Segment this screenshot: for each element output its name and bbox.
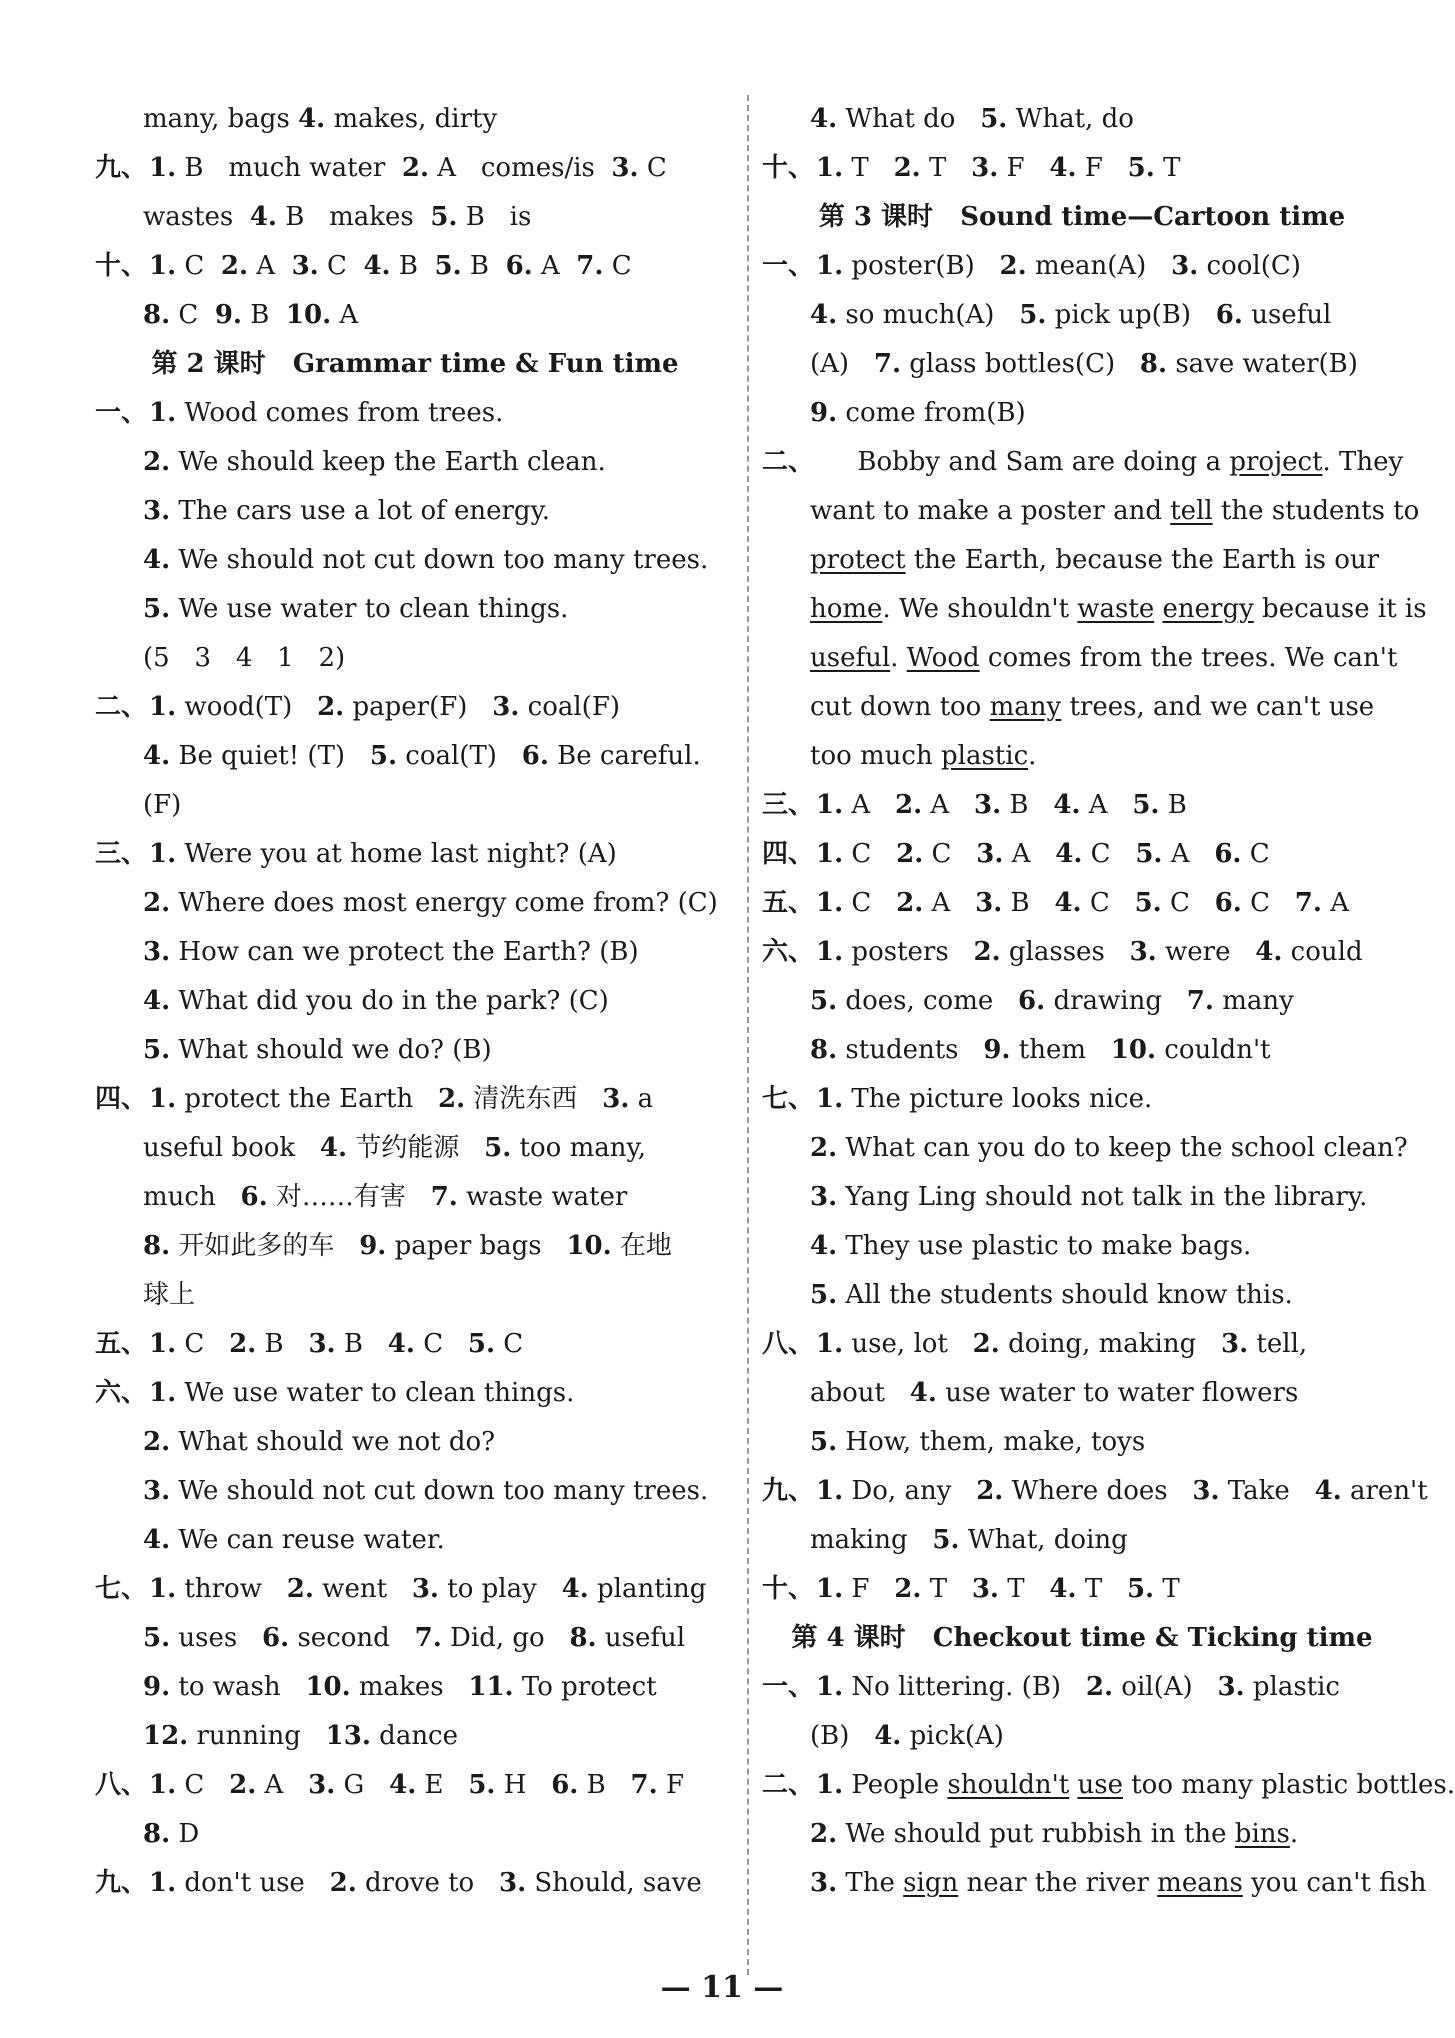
answer-line: 四、1. C 2. C 3. A 4. C 5. A 6. C [762, 839, 1270, 869]
right-column [762, 95, 1455, 1908]
answer-line: (A) 7. glass bottles(C) 8. save water(B) [810, 349, 1358, 379]
answer-line: 七、1. throw 2. went 3. to play 4. planting [95, 1574, 707, 1604]
answer-line: 五、1. C 2. B 3. B 4. C 5. C [95, 1329, 524, 1359]
answer-line: 3. We should not cut down too many trees. [143, 1476, 709, 1506]
answer-line: 4. What do 5. What, do [810, 104, 1134, 134]
answer-line: 5. How, them, make, toys [810, 1427, 1146, 1457]
section-heading: 第 2 课时 Grammar time & Fun time [151, 349, 679, 379]
answer-line: useful book 4. 节约能源 5. too many, [143, 1133, 646, 1163]
answer-line: many, bags 4. makes, dirty [143, 104, 498, 134]
column-divider [747, 95, 749, 1975]
page-number: — 11 — [660, 1970, 784, 2005]
answer-line: 5. What should we do? (B) [143, 1035, 492, 1065]
answer-line: 球上 [143, 1280, 196, 1310]
answer-line: 4. They use plastic to make bags. [810, 1231, 1252, 1261]
answer-line: much 6. 对……有害 7. waste water [143, 1182, 628, 1212]
answer-line: about 4. use water to water flowers [810, 1378, 1299, 1408]
answer-line: 12. running 13. dance [143, 1721, 459, 1751]
answer-line: too much plastic. [810, 741, 1037, 771]
answer-line: 2. We should keep the Earth clean. [143, 447, 606, 477]
answer-line: 8. 开如此多的车 9. paper bags 10. 在地 [143, 1231, 672, 1261]
section-heading: 第 3 课时 Sound time—Cartoon time [818, 202, 1346, 232]
answer-line: 2. Where does most energy come from? (C) [143, 888, 718, 918]
answer-line: protect the Earth, because the Earth is our [810, 545, 1380, 575]
answer-line: 一、1. Wood comes from trees. [95, 398, 504, 428]
answer-line: 五、1. C 2. A 3. B 4. C 5. C 6. C 7. A [762, 888, 1349, 918]
answer-line: 九、1. don't use 2. drove to 3. Should, save [95, 1868, 702, 1898]
answer-line: 2. What can you do to keep the school clean? [810, 1133, 1408, 1163]
answer-line: home. We shouldn't waste energy because it is [810, 594, 1427, 624]
answer-line: 2. What should we not do? [143, 1427, 496, 1457]
answer-line: 3. How can we protect the Earth? (B) [143, 937, 639, 967]
answer-line: 二、1. People shouldn't use too many plastic bottles. [762, 1770, 1455, 1800]
answer-line: 4. We should not cut down too many trees. [143, 545, 709, 575]
answer-line: 九、1. Do, any 2. Where does 3. Take 4. aren't [762, 1476, 1428, 1506]
answer-line: 5. does, come 6. drawing 7. many [810, 986, 1294, 1016]
answer-line: (5 3 4 1 2) [143, 643, 346, 673]
answer-line: 4. What did you do in the park? (C) [143, 986, 609, 1016]
answer-line: 5. All the students should know this. [810, 1280, 1293, 1310]
answer-line: 3. The cars use a lot of energy. [143, 496, 551, 526]
answer-line: 5. We use water to clean things. [143, 594, 569, 624]
answer-line: 8. D [143, 1819, 200, 1849]
answer-line: 二、 Bobby and Sam are doing a project. They [762, 447, 1404, 477]
answer-line: 八、1. C 2. A 3. G 4. E 5. H 6. B 7. F [95, 1770, 684, 1800]
answer-line: 一、1. poster(B) 2. mean(A) 3. cool(C) [762, 251, 1301, 281]
answer-line: (B) 4. pick(A) [810, 1721, 1004, 1751]
answer-line: 七、1. The picture looks nice. [762, 1084, 1153, 1114]
answer-line: 4. so much(A) 5. pick up(B) 6. useful [810, 300, 1332, 330]
answer-line: 2. We should put rubbish in the bins. [810, 1819, 1299, 1849]
answer-line: 十、1. T 2. T 3. F 4. F 5. T [762, 153, 1181, 183]
answer-line: want to make a poster and tell the students to [810, 496, 1420, 526]
answer-line: making 5. What, doing [810, 1525, 1128, 1555]
answer-line: 4. Be quiet! (T) 5. coal(T) 6. Be careful. [143, 741, 701, 771]
answer-line: 8. C 9. B 10. A [143, 300, 359, 330]
answer-line: 四、1. protect the Earth 2. 清洗东西 3. a [95, 1084, 654, 1114]
answer-line: 5. uses 6. second 7. Did, go 8. useful [143, 1623, 686, 1653]
answer-line: 九、1. B much water 2. A comes/is 3. C [95, 153, 667, 183]
answer-line: 9. to wash 10. makes 11. To protect [143, 1672, 657, 1702]
answer-line: 六、1. posters 2. glasses 3. were 4. could [762, 937, 1363, 967]
answer-line: 4. We can reuse water. [143, 1525, 445, 1555]
answer-line: wastes 4. B makes 5. B is [143, 202, 532, 232]
answer-line: 9. come from(B) [810, 398, 1026, 428]
section-heading: 第 4 课时 Checkout time & Ticking time [791, 1623, 1373, 1653]
left-column [95, 95, 735, 1908]
answer-line: 十、1. F 2. T 3. T 4. T 5. T [762, 1574, 1180, 1604]
answer-line: 3. The sign near the river means you can't fish [810, 1868, 1427, 1898]
answer-line: 十、1. C 2. A 3. C 4. B 5. B 6. A 7. C [95, 251, 632, 281]
answer-line: 二、1. wood(T) 2. paper(F) 3. coal(F) [95, 692, 621, 722]
answer-line: cut down too many trees, and we can't use [810, 692, 1375, 722]
answer-line: 三、1. A 2. A 3. B 4. A 5. B [762, 790, 1187, 820]
answer-line: useful. Wood comes from the trees. We can't [810, 643, 1398, 673]
answer-line: 3. Yang Ling should not talk in the library. [810, 1182, 1368, 1212]
answer-line: 六、1. We use water to clean things. [95, 1378, 575, 1408]
answer-line: (F) [143, 790, 182, 820]
answer-line: 8. students 9. them 10. couldn't [810, 1035, 1271, 1065]
answer-line: 三、1. Were you at home last night? (A) [95, 839, 617, 869]
answer-line: 一、1. No littering. (B) 2. oil(A) 3. plastic [762, 1672, 1340, 1702]
answer-line: 八、1. use, lot 2. doing, making 3. tell, [762, 1329, 1308, 1359]
